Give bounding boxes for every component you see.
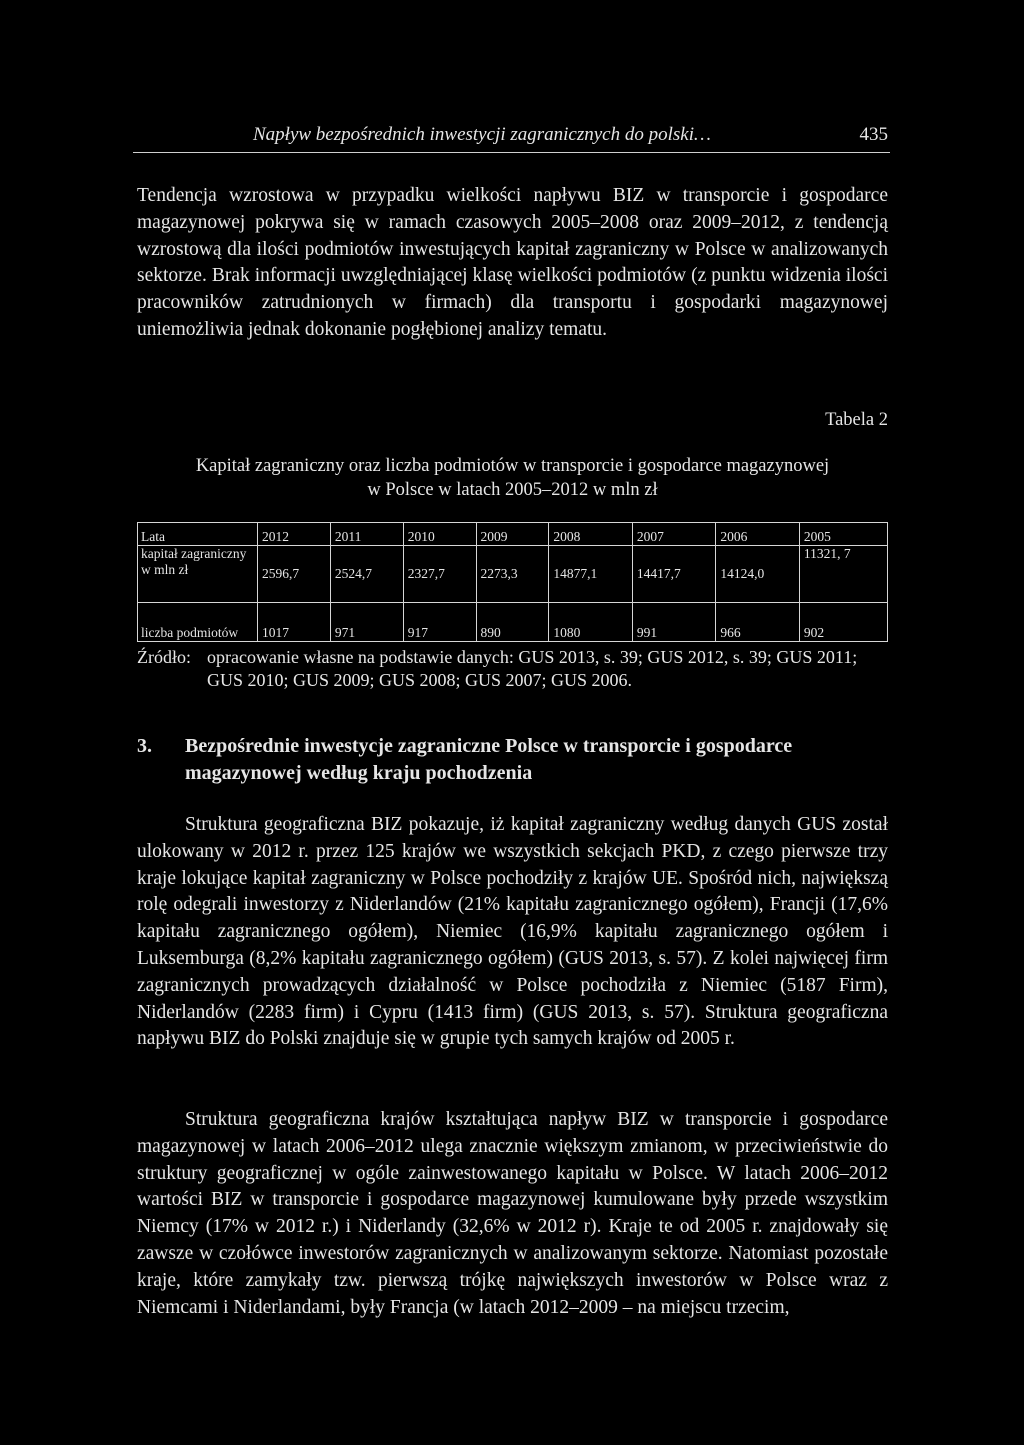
- row-label-entities: liczba podmiotów: [138, 603, 258, 642]
- running-title: Napływ bezpośrednich inwestycji zagranicznych do polski…: [253, 124, 711, 145]
- table-cell: 14417,7: [632, 546, 716, 603]
- row-label-capital: kapitał zagraniczny w mln zł: [138, 546, 258, 603]
- header-cell-label: Lata: [138, 523, 258, 546]
- header-cell-year: 2012: [258, 523, 331, 546]
- paragraph-3: Struktura geograficzna krajów kształtująca napływ BIZ w transporcie i gospodarce magazynowej w latach 2006–2012 ulega znacznie większym zmianom, w przeciwieństwie do struktury geograficznej w ogóle zainwestowanego kapitału w Polsce. W latach 2006–2012 wartości BIZ w transporcie i gospodarce magazynowej kumulowane były przede wszystkim Niemcy (17% w 2012 r.) i Niderlandy (32,6% w 2012 r). Kraje te od 2005 r. znajdowały się zawsze w czołówce inwestorów zagranicznych w analizowanym sektorze. Natomiast pozostałe kraje, które zamykały tzw. pierwszą trójkę największych inwestorów w Polsce wraz z Niemcami i Niderlandami, były Francja (w latach 2012–2009 – na miejscu trzecim,: [137, 1109, 888, 1318]
- table-cell: 991: [632, 603, 716, 642]
- table-cell: 2596,7: [258, 546, 331, 603]
- table-title-line-1: Kapitał zagraniczny oraz liczba podmiotów w transporcie i gospodarce magazynowej: [195, 456, 830, 476]
- section-number: 3.: [137, 735, 152, 757]
- table-title: [137, 454, 888, 502]
- table-title-line-2: w Polsce w latach 2005–2012 w mln zł: [367, 480, 658, 500]
- page-number: 435: [859, 124, 888, 145]
- table-cell: 966: [716, 603, 800, 642]
- running-header: [133, 122, 890, 153]
- table-cell: 2273,3: [476, 546, 549, 603]
- table-header-row: [138, 523, 888, 546]
- header-cell-year: 2008: [549, 523, 633, 546]
- table-label: Tabela 2: [825, 410, 888, 430]
- table-cell: 14877,1: [549, 546, 633, 603]
- table-cell: 902: [799, 603, 887, 642]
- table-cell: 14124,0: [716, 546, 800, 603]
- table-cell: 971: [330, 603, 403, 642]
- header-cell-year: 2007: [632, 523, 716, 546]
- table-cell: 2524,7: [330, 546, 403, 603]
- table-cell: 1080: [549, 603, 633, 642]
- table-cell: 11321, 7: [799, 546, 887, 603]
- header-cell-year: 2005: [799, 523, 887, 546]
- table-cell: 2327,7: [403, 546, 476, 603]
- table-row-capital: [138, 546, 888, 603]
- section-title: Bezpośrednie inwestycje zagraniczne Polsce w transporcie i gospodarce magazynowej według kraju pochodzenia: [185, 735, 793, 784]
- header-cell-year: 2009: [476, 523, 549, 546]
- header-cell-year: 2010: [403, 523, 476, 546]
- header-cell-year: 2006: [716, 523, 800, 546]
- table-row-entities: [138, 603, 888, 642]
- table-cell: 1017: [258, 603, 331, 642]
- paragraph-1: Tendencja wzrostowa w przypadku wielkości napływu BIZ w transporcie i gospodarce magazynowej pokrywa się w ramach czasowych 2005–2008 oraz 2009–2012, z tendencją wzrostową dla ilości podmiotów inwestujących kapitał zagraniczny w Polsce w analizowanych sektorze. Brak informacji uwzględniającej klasę wielkości podmiotów (z punktu widzenia ilości pracowników zatrudnionych w firmach) dla transportu i gospodarki magazynowej uniemożliwia jednak dokonanie pogłębionej analizy tematu.: [137, 185, 888, 340]
- paragraph-2: Struktura geograficzna BIZ pokazuje, iż kapitał zagraniczny według danych GUS został ulokowany w 2012 r. przez 125 krajów we wszystkich sekcjach PKD, z czego pierwsze trzy kraje lokujące kapitał zagraniczny w Polsce pochodziły z krajów UE. Spośród nich, największą rolę odegrali inwestorzy z Niderlandów (21% kapitału zagranicznego ogółem), Francji (17,6% kapitału zagranicznego ogółem), Niemiec (16,9% kapitału zagranicznego ogółem i Luksemburga (8,2% kapitału zagranicznego ogółem) (GUS 2013, s. 57). Z kolei najwięcej firm zagranicznych prowadzących działalność w Polsce pochodziła z Niemiec (5187 Firm), Niderlandów (2283 firm) i Cypru (1413 firm) (GUS 2013, s. 57). Struktura geograficzna napływu BIZ do Polski znajduje się w grupie tych samych krajów od 2005 r.: [137, 814, 888, 1050]
- header-cell-year: 2011: [330, 523, 403, 546]
- data-table: [137, 522, 888, 642]
- source-text: opracowanie własne na podstawie danych: GUS 2013, s. 39; GUS 2012, s. 39; GUS 2011; GUS 2010; GUS 2009; GUS 2008; GUS 2007; GUS 2006.: [207, 647, 858, 690]
- source-label: Źródło:: [137, 647, 191, 667]
- table-cell: 917: [403, 603, 476, 642]
- table-cell: 890: [476, 603, 549, 642]
